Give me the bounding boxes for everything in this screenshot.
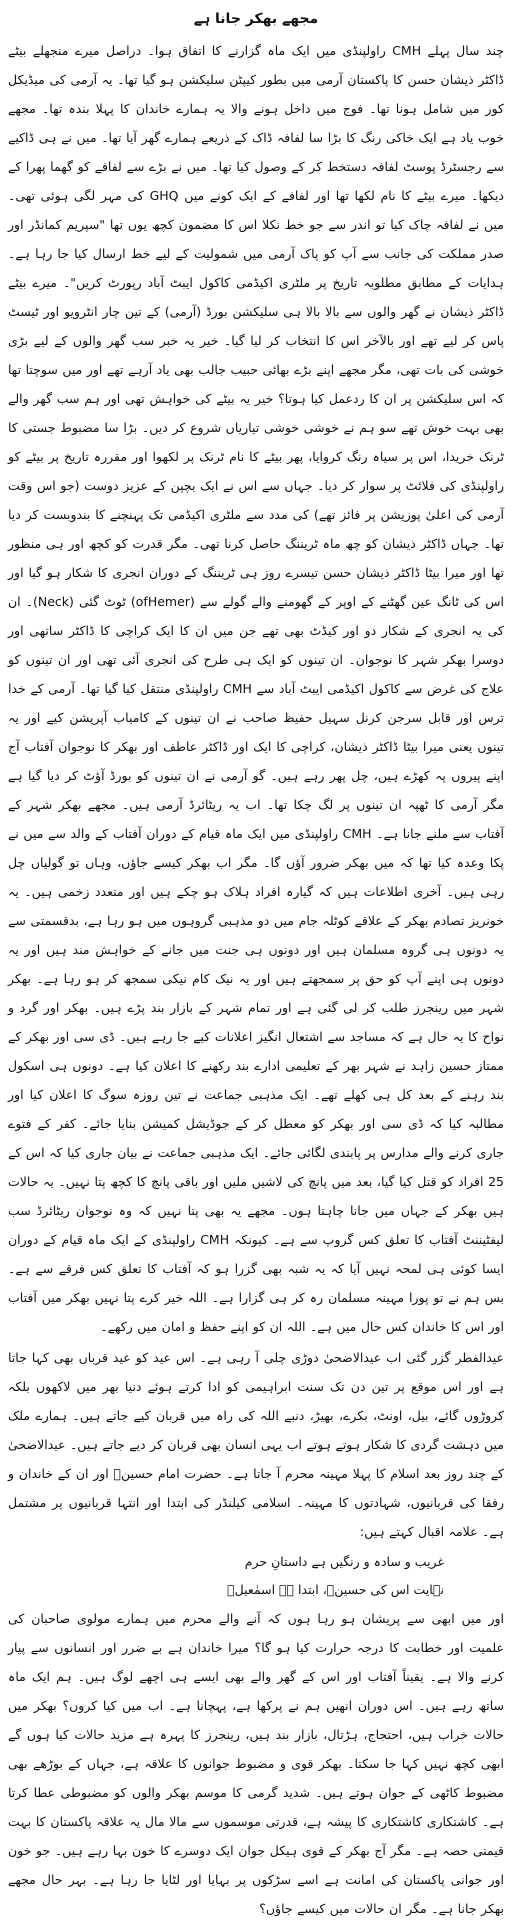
column-title: مجھے بھکر جانا ہے	[193, 11, 319, 27]
paragraph-2: عیدالفطر گزر گئی اب عیدالاضحیٰ دوڑی چلی آ رہی ہے۔ اس عید کو عید قرباں بھی کہا جاتا ہے اور اس موقع پر تین دن تک سنت ابراہیمی کو ادا کرتے ہوئے دنیا بھر میں لاکھوں بلکہ کروڑوں گائے، بیل، اونٹ، بکرے، بھیڑ، دنبے اللہ کی راہ میں قربان کیے جاتے ہیں۔ ہمارے ملک میں دہشت گردی کا شکار ہوتے ہوتے اب یہی انسان بھی قربان کر دیے جاتے ہیں۔ عیدالاضحیٰ کے چند روز بعد اسلام کا پہلا مہینہ محرم آ جاتا ہے۔ حضرت امام حسینؓ اور ان کے خاندان و رفقا کی قربانیوں، شہادتوں کا مہینہ۔ اسلامی کیلنڈر کی ابتدا اور انتہا قربانیوں پر مشتمل ہے۔ علامہ اقبال کہتے ہیں:	[8, 1350, 504, 1539]
column-body	[8, 36, 504, 1546]
paragraph-3: اور میں ابھی سے پریشان ہو رہا ہوں کہ آنے والے محرم میں ہمارے مولوی صاحبان کی علمیت اور خطابت کا درجہ حرارت کیا ہو گا؟ میرا خاندان ہے بے ضرر اور انسانوں سے پیار کرنے والا ہے۔ یقیناً آفتاب اور اس کے گھر والے بھی ایسے ہی اچھے لوگ ہیں۔ ہم ایک ماہ ساتھ رہے ہیں۔ اس دوران انھیں ہم نے پرکھا ہے، پہچانا ہے۔ اب میں کیا کروں؟ بھکر میں حالات خراب ہیں، احتجاج، ہڑتال، بازار بند ہیں، رینجرز کا پہرہ ہے مزید حالات کیا ہوں گے ابھی کچھ نہیں کہا جا سکتا۔ بھکر قوی و مضبوط جوانوں کا علاقہ ہے، جہاں کے بوڑھے بھی مضبوط کاٹھی کے جوان ہوتے ہیں۔ شدید گرمی کا موسم بھکر والوں کو مضبوطی عطا کرتا ہے۔ کاشتکاری کاشتکاری کا پیشہ ہے، قدرتی موسموں سے مالا مال یہ علاقہ پاکستان کا بہت قیمتی حصہ ہے۔ مگر آج بھکر کے قوی ہیکل جوان ایک دوسرے کا خون بہا رہے ہیں۔ جو خون اور جوانی پاکستان کی امانت ہے اسے سڑکوں پر بہایا اور لٹایا جا رہا ہے۔ بہر حال مجھے بھکر جانا ہے۔ مگر ان حالات میں کیسے جاؤں؟	[8, 1611, 504, 1916]
column-closing	[8, 1604, 504, 1923]
poetry-verse	[8, 1548, 504, 1604]
verse-line-2: نہایت اس کی حسینؓ، ابتدا ہے اسمٰعیلؑ	[227, 1582, 444, 1597]
paragraph-1: چند سال پہلے CMH راولپنڈی میں ایک ماہ گزارنے کا اتفاق ہوا۔ دراصل میرے منجھلے بیٹے ڈاکٹر ذیشان حسن کا پاکستان آرمی میں بطور کیپٹن سلیکشن ہو گیا تھا۔ یہ آرمی کی میڈیکل کور میں شامل ہونا تھا۔ فوج میں داخل ہونے والا یہ ہمارے خاندان کا پہلا بندہ تھا۔ مجھے خوب یاد ہے ایک خاکی رنگ کا بڑا سا لفافہ ڈاک کے ذریعے ہمارے گھر آیا تھا۔ میں نے ہی ڈاکیے سے رجسٹرڈ پوسٹ لفافہ دستخط کر کے وصول کیا تھا۔ میں نے بڑے سے لفافے کو گھما پھرا کے دیکھا۔ میرے بیٹے کا نام لکھا تھا اور لفافے کے ایک کونے میں GHQ کی مہر لگی ہوئی تھی۔ میں نے لفافہ چاک کیا تو اندر سے جو خط نکلا اس کا مضمون کچھ یوں تھا "سپریم کمانڈر اور صدر مملکت کی جانب سے آپ کو پاک آرمی میں شمولیت کے لیے خط ارسال کیا جا رہا ہے۔ ہدایات کے مطابق مطلوبہ تاریخ پر ملٹری اکیڈمی کاکول ایبٹ آباد رپورٹ کریں"۔ میرے بیٹے ڈاکٹر ذیشان نے گھر والوں سے بالا بالا ہی سلیکشن بورڈ (آرمی) کے تین چار انٹرویو اور ٹیسٹ پاس کر لیے تھے اور بالآخر اس کا انتخاب کر لیا گیا۔ خیر یہ خبر سب گھر والوں کے لیے بڑی خوشی کی بات تھی، مگر مجھے اپنے بڑے بھائی حبیب جالب بھی یاد آرہے تھے اور میں سوچتا تھا کہ اس سلیکشن پر ان کا ردعمل کیا ہوتا؟ خیر یہ بیٹے کی خواہش تھی اور ہم سب گھر والے بھی بہت خوش تھے سو ہم نے خوشی خوشی تیاریاں شروع کر دیں۔ بڑا سا مضبوط جستی کا ٹرنک خریدا، اس پر سیاہ رنگ کروایا، پھر بیٹے کا نام ٹرنک پر لکھوا اور مقررہ تاریخ پر بیٹے کو راولپنڈی کی فلائٹ پر سوار کر دیا۔ جہاں سے اس نے ایک بچپن کے عزیز دوست (جو اس وقت آرمی کی اعلیٰ پوزیشن پر فائز تھے) کی مدد سے ملٹری اکیڈمی تک پہنچنے کا بندوبست کر دیا تھا۔ جہاں ڈاکٹر ذیشان کو چھ ماہ ٹریننگ حاصل کرنا تھی۔ مگر قدرت کو کچھ اور ہی منظور تھا اور میرا بیٹا ڈاکٹر ذیشان حسن تیسرے روز ہی ٹریننگ کے دوران انجری کا شکار ہو گیا اور اس کی ٹانگ عین گھٹنے کے اوپر کے گھومنے والے گولے سے (ofHemer) ٹوٹ گئی (Neck)۔ ان کی یہ انجری کے شکار دو اور کیڈٹ بھی تھے جن میں ان کا ایک کراچی کا ڈاکٹر ساتھی اور دوسرا بھکر شہر کا نوجوان۔ ان تینوں کو ایک ہی طرح کی انجری آئی تھی اور ان تینوں کو علاج کی غرض سے کاکول اکیڈمی ایبٹ آباد سے CMH راولپنڈی منتقل کیا گیا تھا۔ آرمی کے خدا ترس اور قابل سرجن کرنل سہیل حفیظ صاحب نے ان تینوں کے کامیاب آپریشن کیے اور یہ تینوں یعنی میرا بیٹا ڈاکٹر ذیشان، کراچی کا ایک اور ڈاکٹر عاطف اور بھکر کا نوجوان آفتاب آج اپنے پیروں پہ کھڑے ہیں، چل پھر رہے ہیں۔ گو آرمی نے ان تینوں کو بورڈ آؤٹ کر دیا گیا ہے مگر آرمی کا ٹھپہ ان تینوں پر لگ چکا تھا۔ اب یہ ریٹائرڈ آرمی ہیں۔ مجھے بھکر شہر کے آفتاب سے ملنے جانا ہے۔ CMH راولپنڈی میں ایک ماہ قیام کے دوران آفتاب کے والد سے میں نے پکا وعدہ کیا تھا کہ میں بھکر ضرور آؤں گا۔ مگر اب بھکر کیسے جاؤں، وہاں تو گولیاں چل رہی ہیں۔ آخری اطلاعات ہیں کہ گیارہ افراد ہلاک ہو چکے ہیں اور متعدد زخمی ہیں۔ یہ خونریز تصادم بھکر کے علاقے کوٹلہ جام میں دو مذہبی گروہوں میں ہو رہا ہے، بدقسمتی سے یہ دونوں ہی گروہ مسلمان ہیں اور دونوں ہی جنت میں جانے کے خواہش مند ہیں اور یہ دونوں ہی اپنے آپ کو حق پر سمجھتے ہیں اور یہ نیک کام نیکی سمجھ کر ہو رہا ہے۔ بھکر شہر میں رینجرز طلب کر لی گئی ہے اور تمام شہر کے بازار بند پڑے ہیں۔ بھکر اور گرد و نواح کا یہ حال ہے کہ مساجد سے اشتعال انگیز اعلانات کیے جا رہے ہیں۔ ڈی سی اور بھکر کے ممتاز حسین زاہد نے شہر بھر کے تعلیمی ادارے بند رکھنے کا اعلان کیا ہے۔ دونوں ہی اسکول بند رہنے کے بعد کل ہی کھلے تھے۔ ایک مذہبی جماعت نے تین روزہ سوگ کا اعلان کیا اور مطالبہ کیا کہ ڈی سی اور بھکر کو معطل کر کے جوڈیشل کمیشن بنایا جائے۔ کفر کے فتوے جاری کرنے والے مدارس پر پابندی لگائی جائے۔ ایک مذہبی جماعت نے بیان جاری کیا کہ اس کے 25 افراد کو قتل کیا گیا، بعد میں پانچ کی لاشیں ملیں اور باقی پانچ کا کچھ پتا نہیں۔ یہ حالات ہیں بھکر کے جہاں میں جانا چاہتا ہوں۔ مجھے یہ بھی پتا نہیں کہ وہ نوجوان ریٹائرڈ سب لیفٹیننٹ آفتاب کا تعلق کس گروپ سے ہے۔ کیونکہ CMH راولپنڈی کے ایک ماہ قیام کے دوران ایسا کوئی ہی لمحہ نہیں آیا کہ یہ شبہ بھی گزرا ہو کہ آفتاب کا تعلق کس فرقے سے ہے۔ بس ہم نے تو پورا مہینہ مسلمان رہ کر ہی گزارا ہے۔ اللہ خیر کرے پتا نہیں بھکر میں آفتاب اور اس کا خاندان کس حال میں ہے۔ اللہ ان کو اپنے حفظ و امان میں رکھے۔	[8, 43, 504, 1334]
verse-line-1: غریب و سادہ و رنگیں ہے داستانِ حرم	[244, 1554, 444, 1569]
